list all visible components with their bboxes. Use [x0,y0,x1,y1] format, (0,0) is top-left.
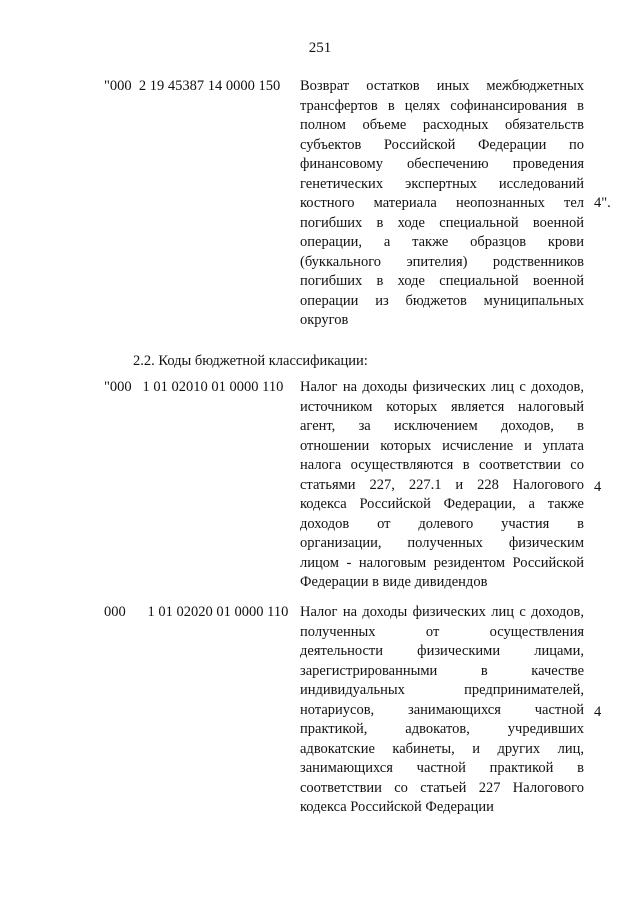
description-line: финансовому обеспечению проведения [300,156,584,172]
description-line: доходов от долевого участия в [300,515,584,532]
description-line: полном объеме расходных обязательств [300,117,584,133]
description-line: субъектов Российской Федерации по [300,136,584,153]
description-line: практикой, адвокатов, учредивших [300,721,584,737]
budget-classification-code: "000 2 19 45387 14 0000 150 [104,78,281,94]
description-line: нотариусов, занимающихся частной [300,701,584,718]
entry-description [300,603,584,818]
description-line: адвокатские кабинеты, и других лиц, [300,740,584,757]
description-line: Налог на доходы физических лиц с доходов, [300,604,584,620]
normative-value: 4 [594,479,602,495]
entry-description [300,77,584,331]
description-line: соответствии со статьей 227 Налогового [300,779,584,796]
description-line: источником которых является налоговый [300,398,584,415]
budget-classification-code: "000 1 01 02010 01 0000 110 [104,379,284,395]
description-line: лицом - налоговым резидентом Российской [300,554,584,571]
description-line: организации, полученных физическим [300,535,584,551]
description-line: кодекса Российской Федерации [300,799,494,815]
description-line: налога осуществляются в соответствии со [300,457,584,473]
description-line: трансфертов в целях софинансирования в [300,97,584,114]
description-line: деятельности физическими лицами, [300,643,584,659]
budget-classification-code: 000 1 01 02020 01 0000 110 [104,604,289,620]
description-line: погибших в ходе специальной военной [300,214,584,231]
description-line: индивидуальных предпринимателей, [300,682,584,698]
description-line: агент, за исключением доходов, в [300,418,584,434]
description-line: (буккального эпителия) родственников [300,253,584,270]
description-line: Налог на доходы физических лиц с доходов, [300,379,584,395]
description-line: погибших в ходе специальной военной [300,273,584,289]
description-line: кодекса Российской Федерации, а также [300,496,584,512]
description-line: зарегистрированными в качестве [300,662,584,679]
description-line: полученных от осуществления [300,623,584,640]
page-number: 251 [308,40,332,56]
description-line: занимающихся частной практикой в [300,760,584,776]
normative-value: 4 [594,704,602,720]
description-line: Возврат остатков иных межбюджетных [300,78,584,94]
normative-value: 4". [594,195,611,211]
description-line: генетических экспертных исследований [300,175,584,192]
entry-description [300,378,584,593]
description-line: костного материала неопознанных тел [300,195,584,211]
description-line: Федерации в виде дивидендов [300,574,488,590]
description-line: статьями 227, 227.1 и 228 Налогового [300,476,584,493]
description-line: операции, а также образцов крови [300,234,584,250]
description-line: операции из бюджетов муниципальных [300,292,584,309]
description-line: округов [300,312,349,328]
section-heading: 2.2. Коды бюджетной классификации: [133,353,368,369]
description-line: отношении которых исчисление и уплата [300,437,584,454]
